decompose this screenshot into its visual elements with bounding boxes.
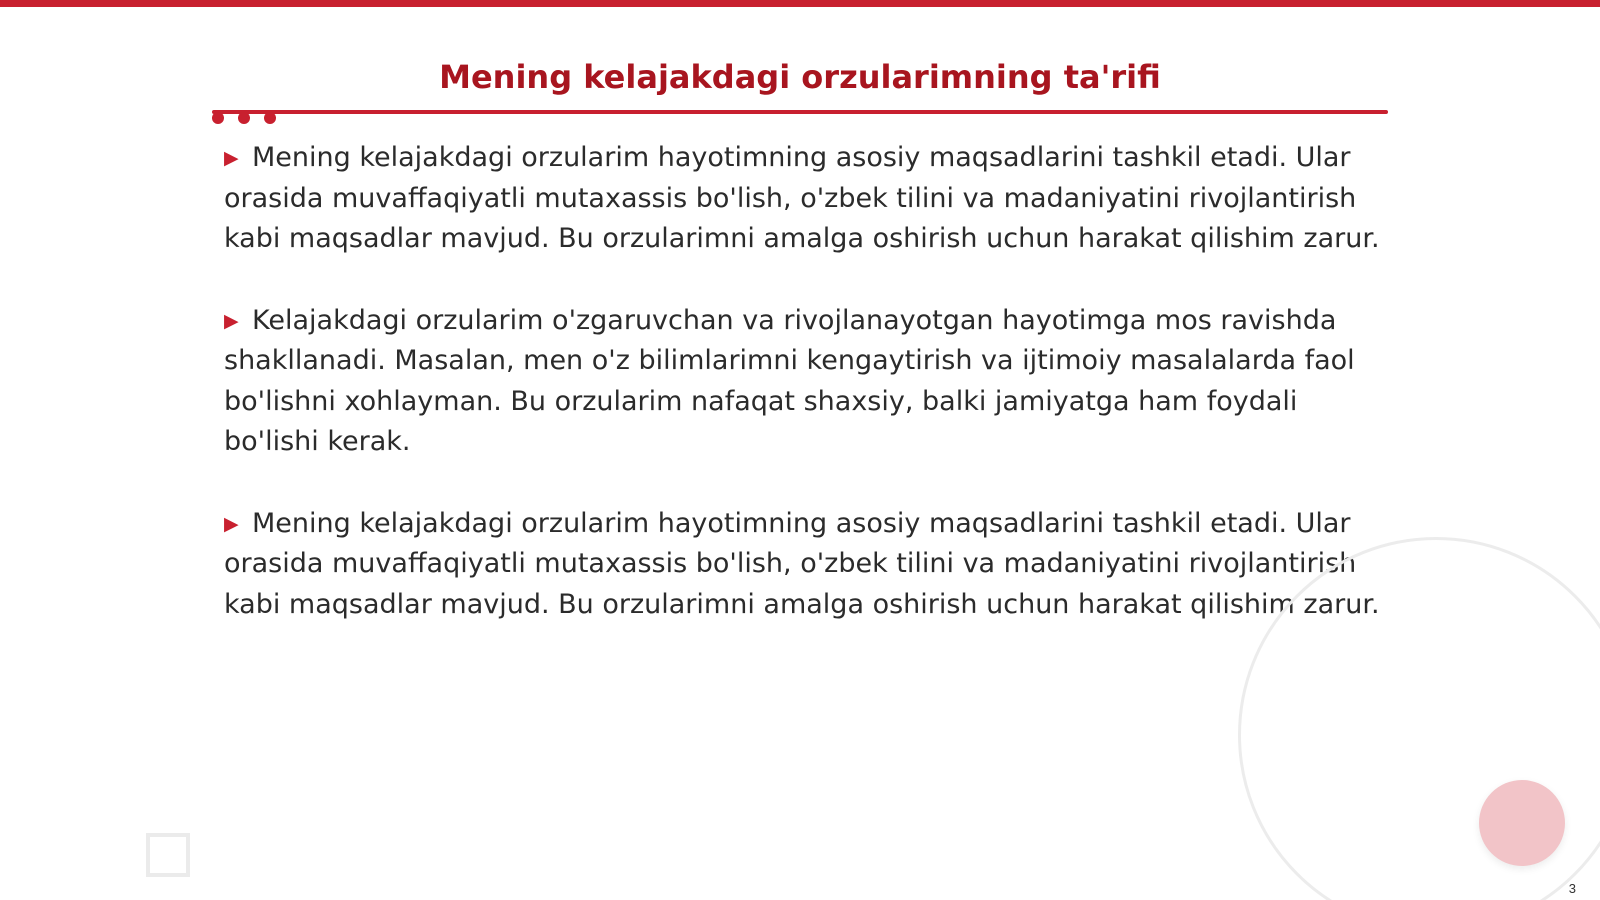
- decorative-dot: [212, 112, 224, 124]
- decorative-circle-filled: [1479, 780, 1565, 866]
- paragraph-text: Kelajakdagi orzularim o'zgaruvchan va rivojlanayotgan hayotimga mos ravishda shakllanadi. Masalan, men o'z bilimlarimni kengaytirish va ijtimoiy masalalarda faol bo'lishni xohlayman. Bu orzularim nafaqat shaxsiy, balki jamiyatga ham foydali bo'lishi kerak.: [224, 304, 1355, 457]
- decorative-square-outline: [146, 833, 190, 877]
- bullet-list: [224, 138, 1380, 666]
- decorative-dot: [264, 112, 276, 124]
- slide-title: Mening kelajakdagi orzularimning ta'rifi: [439, 58, 1161, 96]
- decorative-dot: [238, 112, 250, 124]
- triangle-right-icon: ▶: [224, 512, 239, 535]
- paragraph-text: Mening kelajakdagi orzularim hayotimning asosiy maqsadlarini tashkil etadi. Ular orasida muvaffaqiyatli mutaxassis bo'lish, o'zbek tilini va madaniyatini rivojlantirish kabi maqsadlar mavjud. Bu orzularimni amalga oshirish uchun harakat qilishim zarur.: [224, 507, 1380, 620]
- title-underline: [212, 110, 1388, 114]
- triangle-right-icon: ▶: [224, 309, 239, 332]
- page-number: 3: [1568, 881, 1576, 896]
- bullet-paragraph: [224, 138, 1380, 260]
- bullet-paragraph: [224, 301, 1380, 463]
- bullet-paragraph: [224, 504, 1380, 626]
- top-accent-bar: [0, 0, 1600, 7]
- paragraph-text: Mening kelajakdagi orzularim hayotimning asosiy maqsadlarini tashkil etadi. Ular orasida muvaffaqiyatli mutaxassis bo'lish, o'zbek tilini va madaniyatini rivojlantirish kabi maqsadlar mavjud. Bu orzularimni amalga oshirish uchun harakat qilishim zarur.: [224, 142, 1380, 254]
- triangle-right-icon: ▶: [224, 147, 239, 169]
